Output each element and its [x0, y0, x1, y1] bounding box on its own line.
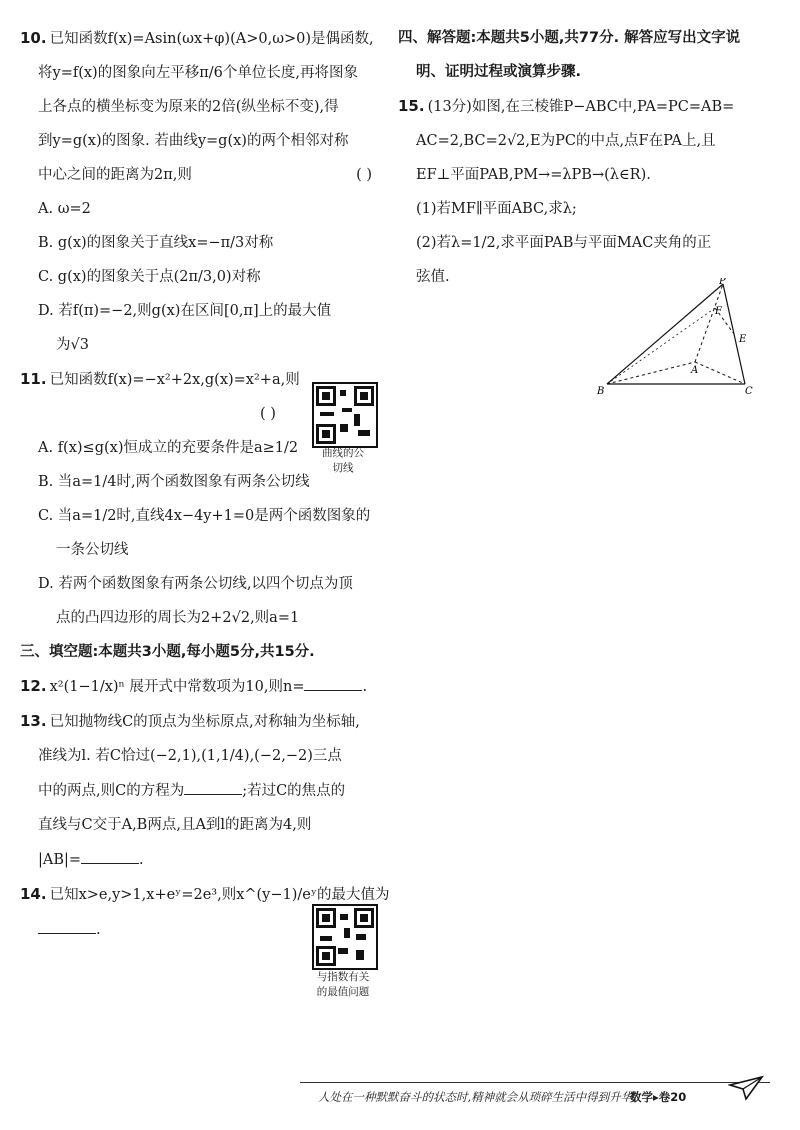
- question-text: 准线为l. 若C恰过(−2,1),(1,1/4),(−2,−2)三点: [38, 748, 342, 764]
- option-c: C. 当a=1/2时,直线4x−4y+1=0是两个函数图象的: [38, 508, 371, 524]
- page-footer: [300, 1082, 770, 1109]
- answer-blank: [81, 849, 139, 864]
- question-text: 中的两点,则C的方程为: [38, 783, 185, 799]
- section-4-heading: 四、解答题:本题共5小题,共77分. 解答应写出文字说: [398, 30, 741, 46]
- question-text: (13分)如图,在三棱锥P−ABC中,PA=PC=AB=: [427, 99, 735, 115]
- question-text: 直线与C交于A,B两点,且A到l的距离为4,则: [38, 817, 312, 833]
- edge-pb: [607, 284, 723, 384]
- question-13: [20, 711, 380, 870]
- right-column: [398, 28, 778, 301]
- left-column: [20, 28, 390, 954]
- label-f: F: [715, 306, 722, 317]
- question-text: 到y=g(x)的图象. 若曲线y=g(x)的两个相邻对称: [38, 133, 349, 149]
- tetrahedron-figure: [595, 278, 760, 398]
- option-a: A. ω=2: [38, 201, 91, 217]
- question-number: 14.: [20, 885, 47, 903]
- question-text: 已知函数f(x)=Asin(ωx+φ)(A>0,ω>0)是偶函数,: [49, 31, 374, 47]
- edge-ac: [695, 362, 745, 384]
- question-text: 已知抛物线C的顶点为坐标原点,对称轴为坐标轴,: [49, 714, 360, 730]
- question-text: 已知函数f(x)=−x²+2x,g(x)=x²+a,则: [49, 372, 300, 388]
- qr-code[interactable]: [312, 904, 378, 970]
- question-text: AC=2,BC=2√2,E为PC的中点,点F在PA上,且: [416, 133, 716, 149]
- answer-paren: ( ): [260, 406, 276, 422]
- label-a: A: [691, 365, 699, 376]
- qr-code[interactable]: [312, 382, 378, 448]
- answer-blank: [184, 780, 242, 795]
- answer-blank: [38, 919, 96, 934]
- question-number: 13.: [20, 712, 47, 730]
- label-e: E: [739, 334, 747, 345]
- question-15: [398, 96, 778, 287]
- question-text: x²(1−1/x)ⁿ 展开式中常数项为10,则n=: [49, 679, 305, 695]
- period: .: [362, 679, 368, 695]
- option-b: B. g(x)的图象关于直线x=−π/3对称: [38, 235, 274, 251]
- question-text: EF⊥平面PAB,PM→=λPB→(λ∈R).: [416, 167, 651, 183]
- segment-bf: [607, 308, 715, 384]
- question-text: 将y=f(x)的图象向左平移π/6个单位长度,再将图象: [38, 65, 358, 81]
- option-d: D. 若f(π)=−2,则g(x)在区间[0,π]上的最大值: [38, 303, 332, 319]
- paper-plane-icon: [728, 1073, 764, 1103]
- option-d-cont: 为√3: [56, 337, 89, 353]
- label-p: P: [719, 278, 726, 287]
- answer-paren: ( ): [356, 167, 372, 183]
- option-c: C. g(x)的图象关于点(2π/3,0)对称: [38, 269, 261, 285]
- option-d: D. 若两个函数图象有两条公切线,以四个切点为顶: [38, 576, 353, 592]
- qr-caption: 曲线的公 切线: [322, 447, 364, 474]
- section-3-heading: 三、填空题:本题共3小题,每小题5分,共15分.: [20, 644, 315, 660]
- option-b: B. 当a=1/4时,两个函数图象有两条公切线: [38, 474, 310, 490]
- question-12: [20, 676, 380, 697]
- label-b: B: [597, 386, 605, 397]
- question-number: 11.: [20, 370, 47, 388]
- section-4-heading-cont: 明、证明过程或演算步骤.: [416, 64, 582, 80]
- period: .: [139, 852, 144, 868]
- label-c: C: [745, 386, 753, 397]
- option-d-cont: 点的凸四边形的周长为2+2√2,则a=1: [56, 610, 300, 626]
- sub-question-1: (1)若MF∥平面ABC,求λ;: [416, 201, 577, 217]
- question-number: 12.: [20, 677, 47, 695]
- question-text: 弦值.: [416, 269, 450, 285]
- qr-caption: 与指数有关 的最值问题: [316, 971, 370, 998]
- footer-motto: 人处在一种默默奋斗的状态时,精神就会从琐碎生活中得到升华。: [318, 1090, 644, 1104]
- question-text: |AB|=: [38, 852, 82, 868]
- sub-question-2: (2)若λ=1/2,求平面PAB与平面MAC夹角的正: [416, 235, 712, 251]
- period: .: [96, 922, 101, 938]
- question-10: [20, 28, 380, 355]
- footer-subject: 数学▸卷20: [630, 1090, 687, 1104]
- question-text: 中心之间的距离为2π,则: [38, 167, 192, 183]
- option-c-cont: 一条公切线: [56, 542, 129, 558]
- question-text: 已知x>e,y>1,x+eʸ=2e³,则x^(y−1)/eʸ的最大值为: [49, 887, 390, 903]
- option-a: A. f(x)≤g(x)恒成立的充要条件是a≥1/2: [38, 440, 299, 456]
- question-number: 15.: [398, 97, 425, 115]
- question-text: 上各点的横坐标变为原来的2倍(纵坐标不变),得: [38, 99, 339, 115]
- answer-blank: [304, 676, 362, 691]
- question-number: 10.: [20, 29, 47, 47]
- question-text: ;若过C的焦点的: [242, 783, 346, 799]
